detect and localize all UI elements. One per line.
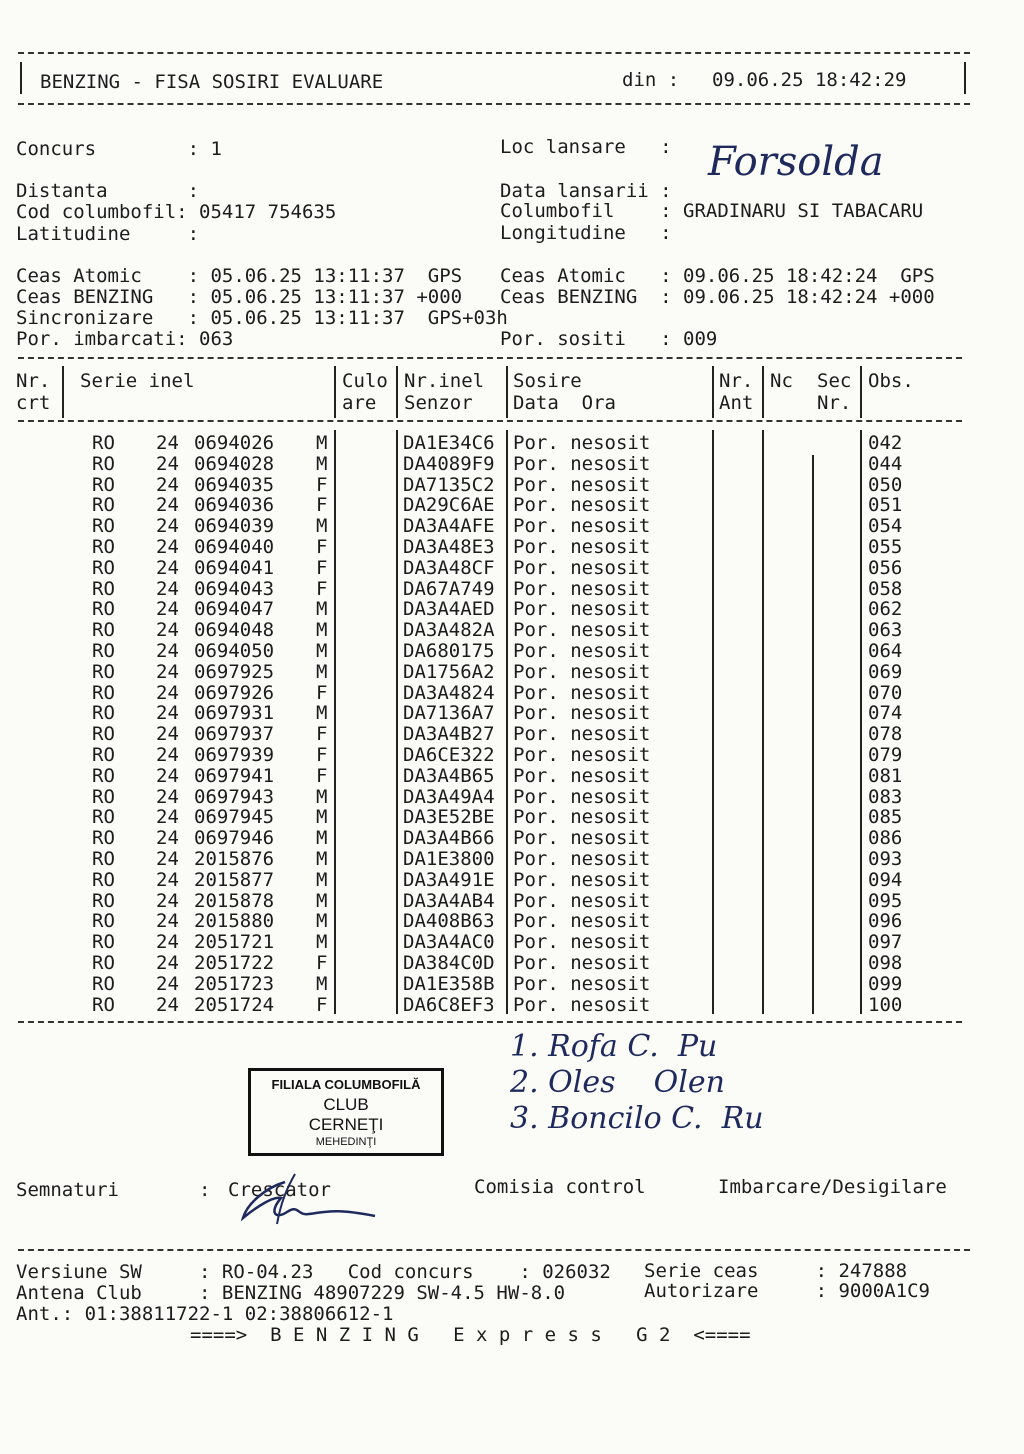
row-sex: M	[316, 660, 328, 683]
row-tara: RO	[92, 931, 115, 954]
row-tara: RO	[92, 473, 115, 496]
row-obs: 058	[868, 577, 903, 600]
row-sex: M	[316, 972, 328, 995]
crescator-signature-icon	[225, 1168, 385, 1234]
row-tara: RO	[92, 515, 115, 538]
footer-ant: Ant.: 01:38811722-1 02:38806612-1	[16, 1303, 394, 1325]
col-nr: Nr.	[16, 370, 51, 392]
row-an: 24	[156, 785, 179, 808]
row-sex: F	[316, 993, 328, 1016]
row-obs: 083	[868, 785, 903, 808]
row-an: 24	[156, 702, 179, 725]
row-tara: RO	[92, 494, 115, 517]
row-inel: 0694039	[194, 515, 275, 538]
row-sex: M	[316, 931, 328, 954]
row-an: 24	[156, 910, 179, 933]
row-inel: 2015876	[194, 848, 275, 870]
row-obs: 099	[868, 972, 903, 995]
col-sosire: Sosire	[513, 370, 582, 392]
row-sosire: Por. nesosit	[513, 785, 651, 808]
commission-member-2: 2. Oles Olen	[510, 1065, 725, 1100]
row-sosire: Por. nesosit	[513, 972, 651, 995]
row-inel: 2015877	[194, 868, 275, 891]
row-sosire: Por. nesosit	[513, 660, 651, 683]
table-row	[0, 620, 1024, 641]
row-tara: RO	[92, 660, 115, 683]
row-inel: 2051721	[194, 931, 275, 954]
row-an: 24	[156, 972, 179, 995]
row-sosire: Por. nesosit	[513, 452, 651, 475]
table-row	[0, 891, 1024, 912]
row-sex: F	[316, 494, 328, 517]
data-lansarii-field: Data lansarii :	[500, 180, 672, 202]
table-row	[0, 828, 1024, 849]
row-tara: RO	[92, 889, 115, 912]
row-tara: RO	[92, 640, 115, 662]
row-tara: RO	[92, 723, 115, 746]
row-obs: 078	[868, 723, 903, 746]
row-inel: 0694050	[194, 640, 275, 662]
row-obs: 097	[868, 931, 903, 954]
row-an: 24	[156, 619, 179, 642]
footer-autorizare: Autorizare : 9000A1C9	[644, 1280, 930, 1302]
header-bottom-rule	[18, 103, 970, 105]
row-inel: 0697925	[194, 660, 275, 683]
date-label: din :	[622, 69, 680, 91]
row-tara: RO	[92, 972, 115, 995]
row-senzor: DA3A4AED	[403, 598, 495, 621]
stamp-line-4: MEHEDINŢI	[315, 1136, 377, 1148]
table-row	[0, 703, 1024, 724]
row-an: 24	[156, 598, 179, 621]
row-tara: RO	[92, 598, 115, 621]
stamp-line-3: CERNEŢI	[308, 1115, 384, 1134]
row-tara: RO	[92, 702, 115, 725]
loc-lansare-handwritten: Forsolda	[708, 139, 884, 185]
table-row	[0, 932, 1024, 953]
row-obs: 069	[868, 660, 903, 683]
row-senzor: DA3A48E3	[403, 536, 495, 558]
row-inel: 0697937	[194, 723, 275, 746]
table-row	[0, 766, 1024, 787]
row-sex: F	[316, 744, 328, 766]
row-sosire: Por. nesosit	[513, 515, 651, 538]
row-inel: 0694043	[194, 577, 275, 600]
row-inel: 0694048	[194, 619, 275, 642]
row-sosire: Por. nesosit	[513, 806, 651, 829]
row-sosire: Por. nesosit	[513, 889, 651, 912]
table-row	[0, 683, 1024, 704]
row-senzor: DA3A4824	[403, 681, 495, 704]
table-row	[0, 787, 1024, 808]
col-sec: Sec	[817, 370, 852, 392]
row-obs: 054	[868, 515, 903, 538]
row-sex: M	[316, 785, 328, 808]
row-tara: RO	[92, 744, 115, 766]
table-row	[0, 974, 1024, 995]
row-sex: M	[316, 640, 328, 662]
row-sosire: Por. nesosit	[513, 848, 651, 870]
commission-member-1: 1. Rofa C. Pu	[510, 1029, 718, 1064]
table-row	[0, 495, 1024, 516]
row-an: 24	[156, 681, 179, 704]
stamp-line-1: FILIALA COLUMBOFILĂ	[271, 1077, 421, 1092]
table-row	[0, 641, 1024, 662]
row-an: 24	[156, 806, 179, 829]
row-senzor: DA7136A7	[403, 702, 495, 725]
row-an: 24	[156, 577, 179, 600]
row-tara: RO	[92, 556, 115, 579]
row-sex: F	[316, 577, 328, 600]
row-sosire: Por. nesosit	[513, 764, 651, 787]
footer-versiune: Versiune SW : RO-04.23 Cod concurs : 026032	[16, 1261, 611, 1283]
row-obs: 100	[868, 993, 903, 1016]
row-inel: 0694028	[194, 452, 275, 475]
table-bottom-rule	[18, 1021, 962, 1023]
cod-columbofil-field: Cod columbofil: 05417 754635	[16, 201, 337, 223]
row-tara: RO	[92, 952, 115, 974]
sep-nr	[62, 366, 64, 418]
row-senzor: DA3A49A4	[403, 785, 495, 808]
row-senzor: DA1756A2	[403, 660, 495, 683]
row-inel: 0694047	[194, 598, 275, 621]
row-obs: 086	[868, 827, 903, 850]
table-row	[0, 537, 1024, 558]
row-sex: F	[316, 764, 328, 787]
row-tara: RO	[92, 910, 115, 933]
row-senzor: DA29C6AE	[403, 494, 495, 517]
commission-member-3: 3. Boncilo C. Ru	[510, 1101, 764, 1136]
row-obs: 042	[868, 432, 903, 454]
footer-serie-ceas: Serie ceas : 247888	[644, 1260, 908, 1282]
row-sex: M	[316, 910, 328, 933]
row-sex: M	[316, 889, 328, 912]
table-row	[0, 558, 1024, 579]
loc-lansare-field: Loc lansare :	[500, 136, 672, 158]
row-an: 24	[156, 744, 179, 766]
row-senzor: DA6CE322	[403, 744, 495, 766]
row-obs: 098	[868, 952, 903, 974]
row-senzor: DA3A48CF	[403, 556, 495, 579]
ceas-atomic-start: Ceas Atomic : 05.06.25 13:11:37 GPS	[16, 265, 463, 287]
row-senzor: DA384C0D	[403, 952, 495, 974]
table-row	[0, 433, 1024, 454]
row-tara: RO	[92, 619, 115, 642]
row-sex: M	[316, 848, 328, 870]
sep-sosire-header	[712, 366, 714, 418]
row-senzor: DA3A4B27	[403, 723, 495, 746]
row-obs: 050	[868, 473, 903, 496]
col-serie-inel: Serie inel	[80, 370, 195, 392]
row-an: 24	[156, 952, 179, 974]
row-an: 24	[156, 515, 179, 538]
latitudine-field: Latitudine :	[16, 223, 200, 245]
table-row	[0, 953, 1024, 974]
col-are: are	[342, 392, 377, 414]
row-obs: 064	[868, 640, 903, 662]
row-sosire: Por. nesosit	[513, 432, 651, 454]
row-sex: M	[316, 432, 328, 454]
row-inel: 0694035	[194, 473, 275, 496]
table-row	[0, 911, 1024, 932]
row-inel: 2051722	[194, 952, 275, 974]
stamp-line-2: CLUB	[323, 1095, 369, 1114]
table-row	[0, 995, 1024, 1016]
row-tara: RO	[92, 764, 115, 787]
row-inel: 0697946	[194, 827, 275, 850]
row-inel: 0694041	[194, 556, 275, 579]
row-sex: M	[316, 598, 328, 621]
table-row	[0, 745, 1024, 766]
row-obs: 063	[868, 619, 903, 642]
ceas-benzing-start: Ceas BENZING : 05.06.25 13:11:37 +000	[16, 286, 463, 308]
sep-senzor-header	[506, 366, 508, 418]
row-an: 24	[156, 473, 179, 496]
footer-banner: ====> B E N Z I N G E x p r e s s G 2 <====	[190, 1324, 751, 1346]
table-row	[0, 870, 1024, 891]
row-senzor: DA408B63	[403, 910, 495, 933]
col-obs: Obs.	[868, 370, 914, 392]
row-obs: 070	[868, 681, 903, 704]
row-inel: 2015880	[194, 910, 275, 933]
row-obs: 051	[868, 494, 903, 517]
date-value: 09.06.25 18:42:29	[712, 69, 907, 91]
col-sec-nr: Nr.	[817, 392, 852, 414]
table-row	[0, 516, 1024, 537]
row-an: 24	[156, 494, 179, 517]
signatures-label: Semnaturi :	[16, 1179, 211, 1201]
col-culo: Culo	[342, 370, 388, 392]
row-inel: 0697931	[194, 702, 275, 725]
row-tara: RO	[92, 681, 115, 704]
row-obs: 093	[868, 848, 903, 870]
table-row	[0, 849, 1024, 870]
row-senzor: DA4089F9	[403, 452, 495, 475]
row-sosire: Por. nesosit	[513, 556, 651, 579]
row-sex: F	[316, 473, 328, 496]
crescator-label: Crescator	[228, 1179, 331, 1201]
sep-culoare-header	[396, 366, 398, 418]
row-senzor: DA3A482A	[403, 619, 495, 642]
row-inel: 0694040	[194, 536, 275, 558]
columbofil-field: Columbofil : GRADINARU SI TABACARU	[500, 200, 924, 222]
row-an: 24	[156, 868, 179, 891]
row-sosire: Por. nesosit	[513, 577, 651, 600]
row-senzor: DA3A4B65	[403, 764, 495, 787]
header-top-rule	[18, 52, 970, 54]
row-sosire: Por. nesosit	[513, 640, 651, 662]
row-senzor: DA1E358B	[403, 972, 495, 995]
row-obs: 074	[868, 702, 903, 725]
row-inel: 0697945	[194, 806, 275, 829]
row-sosire: Por. nesosit	[513, 827, 651, 850]
row-sosire: Por. nesosit	[513, 910, 651, 933]
row-inel: 2051724	[194, 993, 275, 1016]
row-senzor: DA680175	[403, 640, 495, 662]
col-data-ora: Data Ora	[513, 392, 616, 414]
col-senzor: Senzor	[404, 392, 473, 414]
col-nr-inel: Nr.inel	[404, 370, 485, 392]
longitudine-field: Longitudine :	[500, 222, 672, 244]
row-inel: 0694026	[194, 432, 275, 454]
row-obs: 095	[868, 889, 903, 912]
row-inel: 0697941	[194, 764, 275, 787]
table-top-rule	[18, 357, 962, 359]
por-sositi: Por. sositi : 009	[500, 328, 718, 350]
row-sosire: Por. nesosit	[513, 681, 651, 704]
row-sosire: Por. nesosit	[513, 868, 651, 891]
row-senzor: DA1E3800	[403, 848, 495, 870]
header-right-bar	[964, 62, 966, 94]
row-inel: 0697939	[194, 744, 275, 766]
col-nc: Nc	[770, 370, 793, 392]
row-senzor: DA3A4AFE	[403, 515, 495, 538]
row-senzor: DA6C8EF3	[403, 993, 495, 1016]
ceas-atomic-end: Ceas Atomic : 09.06.25 18:42:24 GPS	[500, 265, 935, 287]
row-tara: RO	[92, 432, 115, 454]
row-sosire: Por. nesosit	[513, 494, 651, 517]
row-sex: F	[316, 536, 328, 558]
row-tara: RO	[92, 827, 115, 850]
row-obs: 055	[868, 536, 903, 558]
row-inel: 0694036	[194, 494, 275, 517]
row-obs: 079	[868, 744, 903, 766]
row-inel: 0697926	[194, 681, 275, 704]
row-an: 24	[156, 452, 179, 475]
row-senzor: DA3A4AC0	[403, 931, 495, 954]
row-sex: M	[316, 827, 328, 850]
table-header-rule	[18, 420, 962, 422]
row-tara: RO	[92, 868, 115, 891]
row-tara: RO	[92, 577, 115, 600]
row-sosire: Por. nesosit	[513, 993, 651, 1016]
row-tara: RO	[92, 848, 115, 870]
row-sex: M	[316, 806, 328, 829]
row-sex: F	[316, 681, 328, 704]
row-sex: M	[316, 702, 328, 725]
footer-top-rule	[18, 1249, 970, 1251]
row-sosire: Por. nesosit	[513, 744, 651, 766]
footer-antena: Antena Club : BENZING 48907229 SW-4.5 HW-8.0	[16, 1282, 566, 1304]
por-imbarcati: Por. imbarcati: 063	[16, 328, 234, 350]
row-sosire: Por. nesosit	[513, 702, 651, 725]
table-row	[0, 599, 1024, 620]
table-row	[0, 807, 1024, 828]
col-ant: Ant	[719, 392, 754, 414]
row-inel: 0697943	[194, 785, 275, 808]
col-crt: crt	[16, 392, 51, 414]
row-senzor: DA1E34C6	[403, 432, 495, 454]
row-tara: RO	[92, 452, 115, 475]
row-sosire: Por. nesosit	[513, 473, 651, 496]
row-an: 24	[156, 556, 179, 579]
row-sex: M	[316, 868, 328, 891]
comisia-label: Comisia control	[474, 1176, 646, 1198]
row-sosire: Por. nesosit	[513, 619, 651, 642]
row-senzor: DA3E52BE	[403, 806, 495, 829]
row-obs: 056	[868, 556, 903, 579]
row-obs: 096	[868, 910, 903, 933]
row-sex: M	[316, 619, 328, 642]
page-title: BENZING - FISA SOSIRI EVALUARE	[40, 71, 384, 93]
row-sex: M	[316, 452, 328, 475]
row-an: 24	[156, 660, 179, 683]
row-an: 24	[156, 827, 179, 850]
row-an: 24	[156, 931, 179, 954]
row-an: 24	[156, 640, 179, 662]
row-obs: 062	[868, 598, 903, 621]
row-an: 24	[156, 536, 179, 558]
row-sosire: Por. nesosit	[513, 723, 651, 746]
table-row	[0, 475, 1024, 496]
sep-serie-header	[334, 366, 336, 418]
row-tara: RO	[92, 536, 115, 558]
table-row	[0, 454, 1024, 475]
row-an: 24	[156, 848, 179, 870]
row-senzor: DA67A749	[403, 577, 495, 600]
row-sosire: Por. nesosit	[513, 952, 651, 974]
sincronizare: Sincronizare : 05.06.25 13:11:37 GPS+03h	[16, 307, 508, 329]
row-obs: 085	[868, 806, 903, 829]
table-row	[0, 724, 1024, 745]
sep-nr-ant-header	[762, 366, 764, 418]
row-an: 24	[156, 889, 179, 912]
row-obs: 094	[868, 868, 903, 891]
header-left-bar	[20, 62, 22, 94]
row-sex: F	[316, 952, 328, 974]
row-tara: RO	[92, 785, 115, 808]
row-sex: M	[316, 515, 328, 538]
row-sex: F	[316, 556, 328, 579]
row-sosire: Por. nesosit	[513, 598, 651, 621]
row-senzor: DA3A4B66	[403, 827, 495, 850]
imbarcare-label: Imbarcare/Desigilare	[718, 1176, 947, 1198]
row-an: 24	[156, 723, 179, 746]
row-obs: 044	[868, 452, 903, 475]
row-tara: RO	[92, 993, 115, 1016]
row-sosire: Por. nesosit	[513, 931, 651, 954]
concurs-field: Concurs : 1	[16, 138, 222, 160]
club-stamp	[248, 1068, 444, 1156]
row-sosire: Por. nesosit	[513, 536, 651, 558]
row-senzor: DA7135C2	[403, 473, 495, 496]
row-sex: F	[316, 723, 328, 746]
row-an: 24	[156, 993, 179, 1016]
col-nr-ant: Nr.	[719, 370, 754, 392]
sep-sec-header	[860, 366, 862, 418]
table-row	[0, 579, 1024, 600]
ceas-benzing-end: Ceas BENZING : 09.06.25 18:42:24 +000	[500, 286, 935, 308]
row-obs: 081	[868, 764, 903, 787]
row-senzor: DA3A491E	[403, 868, 495, 891]
distanta-field: Distanta :	[16, 180, 200, 202]
row-an: 24	[156, 764, 179, 787]
row-senzor: DA3A4AB4	[403, 889, 495, 912]
row-inel: 2015878	[194, 889, 275, 912]
table-row	[0, 662, 1024, 683]
row-an: 24	[156, 432, 179, 454]
row-tara: RO	[92, 806, 115, 829]
row-inel: 2051723	[194, 972, 275, 995]
